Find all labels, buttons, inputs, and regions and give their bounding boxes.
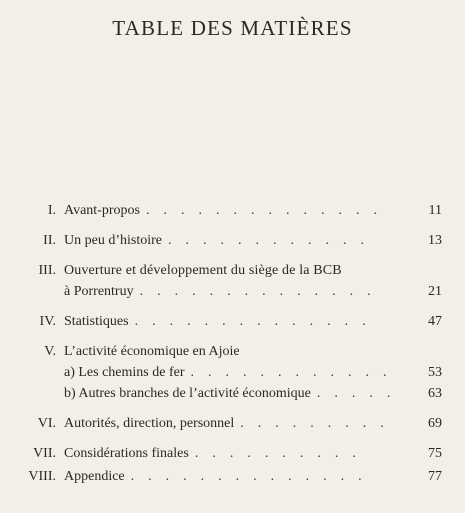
page-number: 75: [428, 446, 442, 461]
leader-dots: . . . . . . . . . . . . . .: [145, 203, 377, 218]
leader-dots: . . . . . . . . .: [240, 416, 384, 431]
page-number: 47: [428, 314, 442, 329]
leader-dots: . . . . . . . . . . . . . .: [134, 314, 366, 329]
toc-entry: [14, 260, 442, 281]
subentry-title: a) Les chemins de fer: [64, 365, 185, 380]
toc-entry-continued: [14, 281, 442, 302]
toc-entry: [14, 311, 442, 332]
leader-dots: . . . . .: [316, 386, 391, 401]
toc-entry: [14, 413, 442, 434]
page-title: TABLE DES MATIÈRES: [112, 16, 353, 40]
entry-number: I.: [47, 203, 56, 218]
leader-dots: . . . . . . . . . . . .: [190, 365, 387, 380]
page-number: 21: [428, 284, 442, 299]
entry-number: IV.: [39, 314, 56, 329]
toc-entry: [14, 230, 442, 251]
entry-title: Ouverture et développement du siège de la BCB: [64, 263, 342, 278]
entry-title: Avant-propos: [64, 203, 140, 218]
entry-title: Appendice: [64, 469, 125, 484]
table-of-contents: [14, 200, 442, 487]
page-number: 53: [428, 365, 442, 380]
page-number: 77: [428, 469, 442, 484]
toc-entry: [14, 466, 442, 487]
entry-number: VI.: [37, 416, 56, 431]
entry-title: Statistiques: [64, 314, 129, 329]
toc-entry: [14, 341, 442, 362]
entry-title: Un peu d’histoire: [64, 233, 162, 248]
page-number: 11: [428, 203, 442, 218]
leader-dots: . . . . . . . . . .: [194, 446, 356, 461]
toc-entry: [14, 200, 442, 221]
entry-title: Autorités, direction, personnel: [64, 416, 235, 431]
page-number: 13: [428, 233, 442, 248]
leader-dots: . . . . . . . . . . . .: [167, 233, 364, 248]
toc-subentry: [14, 362, 442, 383]
entry-number: II.: [43, 233, 56, 248]
toc-subentry: [14, 383, 442, 404]
entry-number: V.: [44, 344, 56, 359]
leader-dots: . . . . . . . . . . . . . .: [139, 284, 371, 299]
page-number: 63: [428, 386, 442, 401]
entry-number: VIII.: [28, 469, 56, 484]
leader-dots: . . . . . . . . . . . . . .: [130, 469, 362, 484]
toc-entry: [14, 443, 442, 464]
subentry-title: b) Autres branches de l’activité économique: [64, 386, 311, 401]
entry-number: VII.: [33, 446, 56, 461]
page-number: 69: [428, 416, 442, 431]
entry-title-continued: à Porrentruy: [64, 284, 134, 299]
entry-title: L’activité économique en Ajoie: [64, 344, 240, 359]
entry-title: Considérations finales: [64, 446, 189, 461]
entry-number: III.: [38, 263, 56, 278]
